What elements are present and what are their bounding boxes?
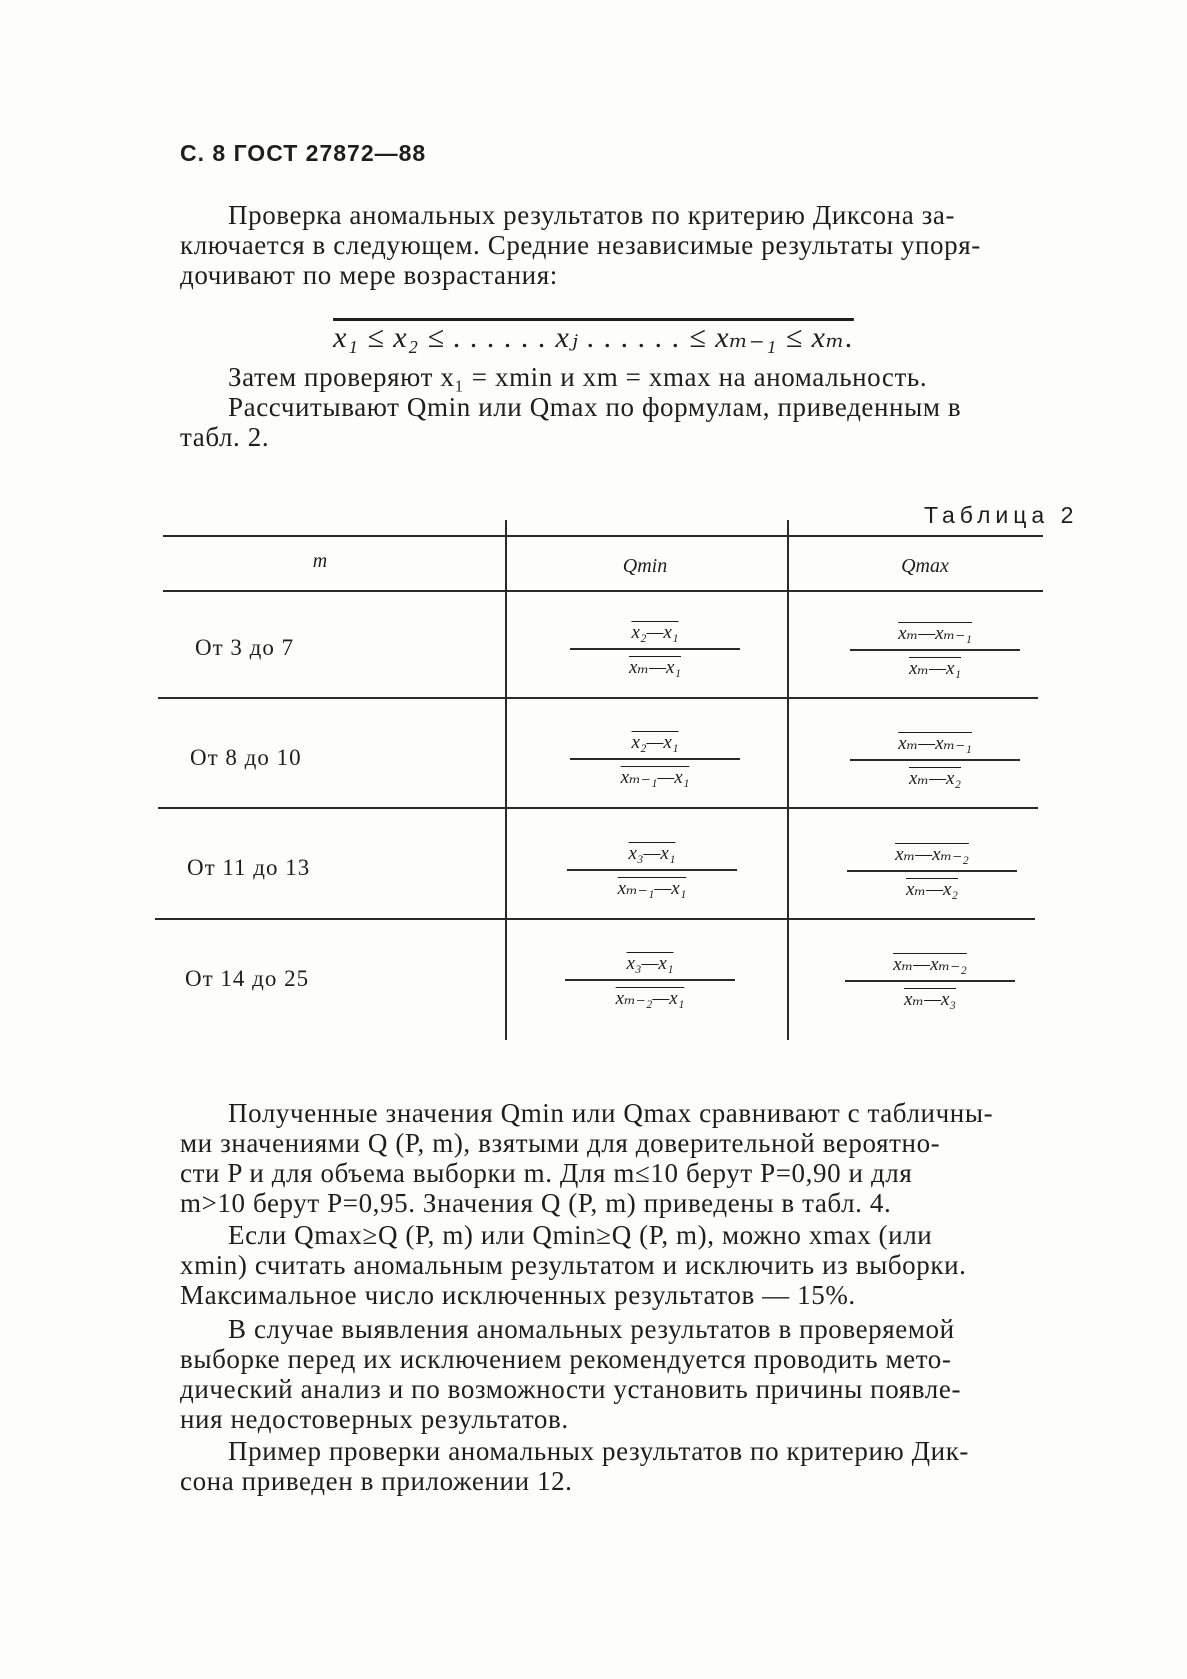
paragraph-check	[180, 362, 1040, 392]
qmin-formula	[565, 953, 735, 1010]
paragraph-line: Рассчитывают Qmin или Qmax по формулам, приведенным в	[228, 392, 962, 422]
formula-denominator: xₘ—x₃	[903, 989, 957, 1010]
fraction-bar	[845, 980, 1015, 982]
formula-numerator: x₃—x₁	[626, 953, 674, 974]
paragraph-line: В случае выявления аномальных результатов в проверяемой	[228, 1314, 955, 1344]
qmin-formula	[570, 622, 740, 679]
table-row-range: От 11 до 13	[187, 855, 311, 880]
paragraph-line: Затем проверяют x₁ = xmin и xm = xmax на аномальность.	[228, 362, 928, 392]
table-caption: Таблица 2	[924, 502, 1079, 528]
paragraph-calc	[180, 392, 1040, 452]
table-row-range: От 14 до 25	[185, 966, 310, 991]
paragraph-example	[180, 1436, 1040, 1496]
fraction-bar	[570, 648, 740, 650]
formula-numerator: x₃—x₁	[628, 843, 676, 864]
table-row-rule	[155, 918, 1035, 920]
paragraph-line: ния недостоверных результатов.	[180, 1404, 569, 1434]
formula-denominator: xₘ—x₂	[908, 768, 962, 789]
table-row-rule	[158, 807, 1038, 809]
table-row-range: От 3 до 7	[195, 635, 295, 660]
fraction-bar	[847, 870, 1017, 872]
paragraph-analysis	[180, 1314, 1040, 1434]
table-header-rule	[163, 590, 1043, 592]
fraction-bar	[850, 649, 1020, 651]
paragraph-line: ключается в следующем. Средние независимые результаты упоря-	[180, 230, 981, 260]
table-header-qmax: Qmax	[901, 555, 949, 577]
formula-denominator: xₘ₋₂—x₁	[615, 988, 685, 1009]
paragraph-condition	[180, 1220, 1040, 1310]
paragraph-line: Проверка аномальных результатов по критерию Диксона за-	[228, 200, 956, 230]
paragraph-line: Максимальное число исключенных результатов — 15%.	[180, 1280, 856, 1310]
paragraph-line: сона приведен в приложении 12.	[180, 1466, 573, 1496]
paragraph-line: сти P и для объема выборки m. Для m≤10 берут P=0,90 и для	[180, 1158, 913, 1188]
qmin-formula	[567, 843, 737, 900]
table-col-divider	[787, 520, 789, 1040]
paragraph-line: дический анализ и по возможности установить причины появле-	[180, 1374, 962, 1404]
fraction-bar	[565, 979, 735, 981]
formula-denominator: xₘ—x₂	[905, 879, 959, 900]
paragraph-line: Полученные значения Qmin или Qmax сравнивают с табличны-	[228, 1098, 994, 1128]
qmin-formula	[570, 732, 740, 789]
page-header: С. 8 ГОСТ 27872—88	[180, 140, 427, 166]
paragraph-line: выборке перед их исключением рекомендуется проводить мето-	[180, 1344, 952, 1374]
paragraph-line: ми значениями Q (P, m), взятыми для доверительной вероятно-	[180, 1128, 941, 1158]
fraction-bar	[570, 758, 740, 760]
formula-denominator: xₘ₋₁—x₁	[620, 767, 690, 788]
table-header-qmin: Qmin	[622, 555, 668, 577]
qmax-formula	[847, 843, 1017, 901]
paragraph-line: табл. 2.	[180, 422, 270, 452]
fraction-bar	[567, 869, 737, 871]
table-top-rule	[163, 535, 1043, 537]
paragraph-line: дочивают по мере возрастания:	[180, 260, 558, 290]
formula-denominator: xₘ—x₁	[628, 657, 682, 678]
formula-numerator: xₘ—xₘ₋₁	[898, 623, 972, 644]
qmax-formula	[850, 732, 1020, 790]
paragraph-line: xmin) считать аномальным результатом и исключить из выборки.	[180, 1250, 967, 1280]
fraction-bar	[850, 759, 1020, 761]
paragraph-compare	[180, 1098, 1040, 1218]
formula-numerator: x₂—x₁	[631, 732, 679, 753]
formula-numerator: x₂—x₁	[631, 622, 679, 643]
paragraph-line: Пример проверки аномальных результатов по критерию Дик-	[228, 1436, 970, 1466]
table-row-range: От 8 до 10	[190, 745, 302, 770]
table-row-rule	[158, 697, 1038, 699]
paragraph-line: Если Qmax≥Q (P, m) или Qmin≥Q (P, m), можно xmax (или	[228, 1220, 933, 1250]
formula-numerator: xₘ—xₘ₋₁	[898, 733, 972, 754]
paragraph-line: m>10 берут P=0,95. Значения Q (P, m) приведены в табл. 4.	[180, 1188, 892, 1218]
formula-denominator: xₘ₋₁—x₁	[617, 878, 687, 899]
order-formula	[0, 320, 1187, 355]
qmax-formula	[845, 953, 1015, 1011]
qmax-formula	[850, 622, 1020, 680]
paragraph-intro	[180, 200, 1040, 290]
formula-text: x₁ ≤ x₂ ≤ . . . . . . xⱼ . . . . . . ≤ xₘ₋₁ ≤ xₘ.	[333, 321, 854, 354]
table-header-m: m	[312, 550, 328, 572]
formula-numerator: xₘ—xₘ₋₂	[895, 844, 969, 865]
formula-numerator: xₘ—xₘ₋₂	[893, 954, 967, 975]
formula-denominator: xₘ—x₁	[908, 658, 962, 679]
table-col-divider	[505, 520, 507, 1040]
